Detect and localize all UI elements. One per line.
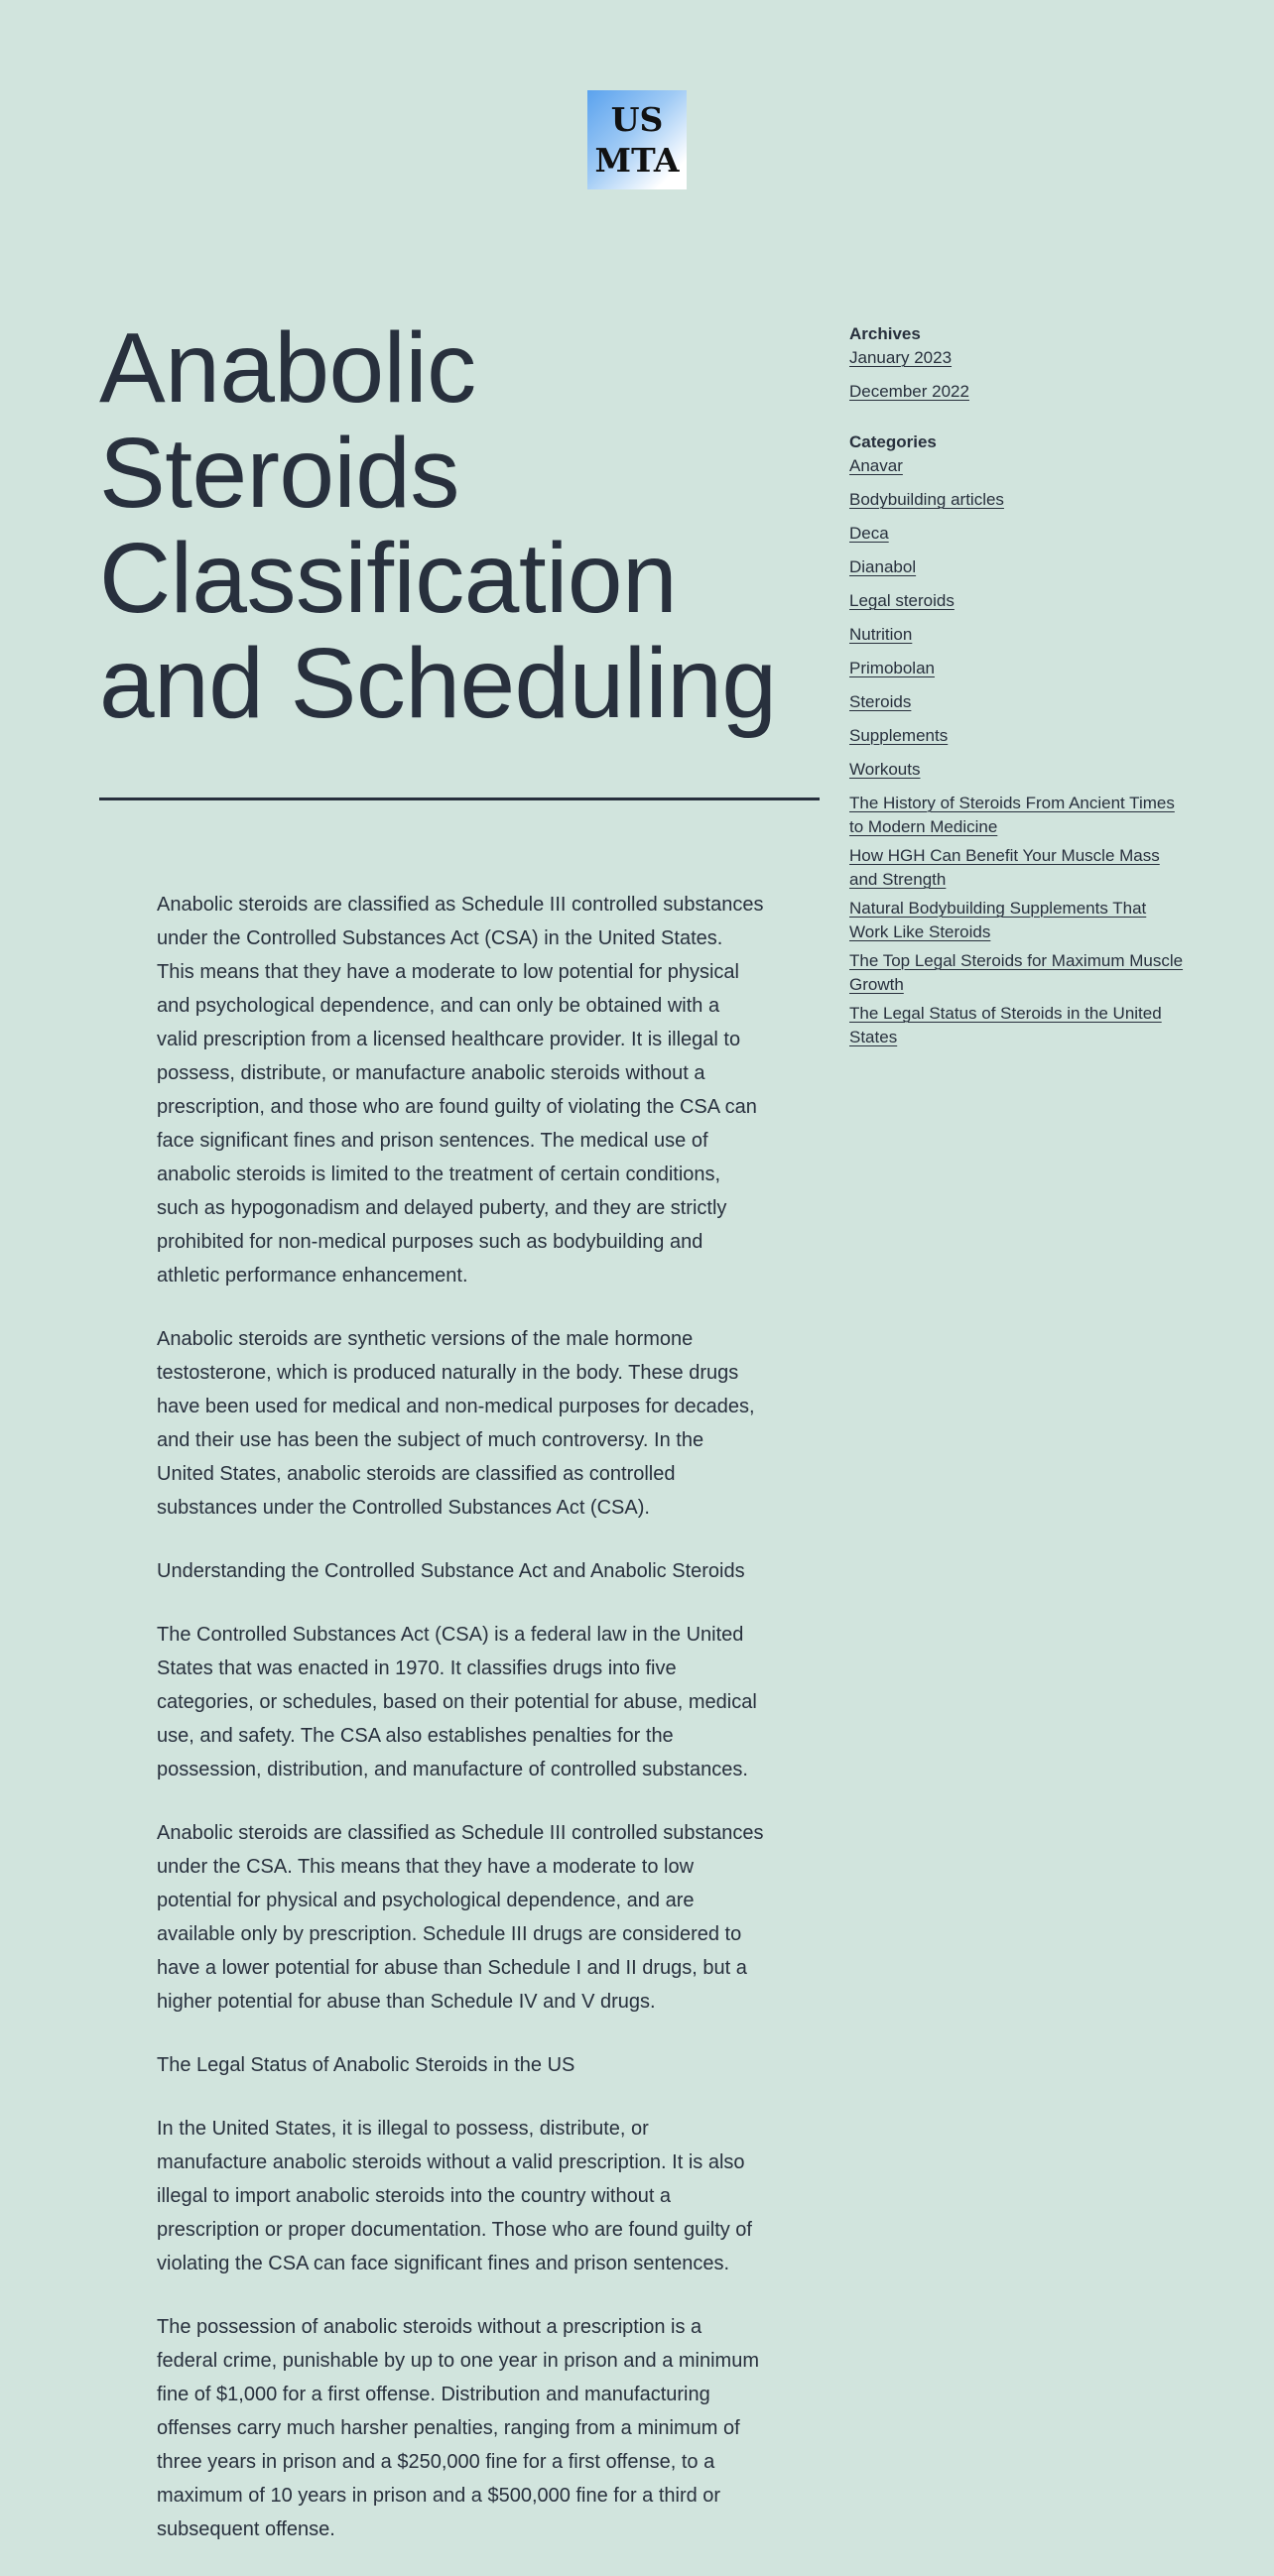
category-link-workouts[interactable]: Workouts [849,760,921,779]
sidebar [849,322,1187,1054]
category-item [849,758,1187,792]
archives-list [849,346,1187,414]
category-link-nutrition[interactable]: Nutrition [849,625,913,644]
category-link-legal-steroids[interactable]: Legal steroids [849,591,955,610]
post-paragraph: Anabolic steroids are synthetic versions of the male hormone testosterone, which is produced naturally in the body. These drugs have been used for medical and non-medical purposes for decades, and their use has been the subject of much controversy. In the United States, anabolic steroids are classified as controlled substances under the Controlled Substances Act (CSA). [157,1328,755,1519]
recent-post-link[interactable]: How HGH Can Benefit Your Muscle Mass and Strength [849,846,1160,889]
category-item [849,522,1187,555]
recent-post-link[interactable]: The Top Legal Steroids for Maximum Muscle Growth [849,951,1184,994]
category-link-bodybuilding-articles[interactable]: Bodybuilding articles [849,490,1004,509]
recent-post-item [849,949,1187,997]
archive-item [849,346,1187,380]
post-body [157,888,764,2546]
category-item [849,454,1187,488]
categories-list [849,454,1187,792]
recent-post-link[interactable]: Natural Bodybuilding Supplements That Work Like Steroids [849,899,1147,941]
category-item [849,488,1187,522]
recent-post-link[interactable]: The Legal Status of Steroids in the United States [849,1004,1162,1046]
section-heading: Understanding the Controlled Substance Act and Anabolic Steroids [157,1560,745,1582]
post-paragraph: Anabolic steroids are classified as Schedule III controlled substances under the Controlled Substances Act (CSA) in the United States. This means that they have a moderate to low potential for physical and psychological dependence, and can only be obtained with a valid prescription from a licensed healthcare provider. It is illegal to possess, distribute, or manufacture anabolic steroids without a prescription, and those who are found guilty of violating the CSA can face significant fines and prison sentences. The medical use of anabolic steroids is limited to the treatment of certain conditions, such as hypogonadism and delayed puberty, and they are strictly prohibited for non-medical purposes such as bodybuilding and athletic performance enhancement. [157,894,764,1287]
recent-post-item [849,1002,1187,1049]
logo-line-2: MTA [594,141,680,180]
archive-item [849,380,1187,414]
post-paragraph: Anabolic steroids are classified as Schedule III controlled substances under the CSA. This means that they have a moderate to low potential for physical and psychological dependence, and are available only by prescription. Schedule III drugs are considered to have a lower potential for abuse than Schedule I and II drugs, but a higher potential for abuse than Schedule IV and V drugs. [157,1822,764,2013]
recent-post-item [849,897,1187,944]
logo-line-1: US [610,100,664,139]
recent-post-link[interactable]: The History of Steroids From Ancient Times to Modern Medicine [849,794,1175,836]
category-link-anavar[interactable]: Anavar [849,456,903,475]
recent-post-item [849,844,1187,892]
post-title: Anabolic Steroids Classification and Scheduling [99,312,777,739]
archives-heading: Archives [849,324,921,343]
category-item [849,690,1187,724]
category-item [849,724,1187,758]
post-paragraph: The possession of anabolic steroids without a prescription is a federal crime, punishable by up to one year in prison and a minimum fine of $1,000 for a first offense. Distribution and manufacturing offenses carry much harsher penalties, ranging from a minimum of three years in prison and a $250,000 fine for a first offense, to a maximum of 10 years in prison and a $500,000 fine for a third or subsequent offense. [157,2316,759,2540]
archive-link-january-2023[interactable]: January 2023 [849,348,953,367]
category-item [849,555,1187,589]
category-item [849,657,1187,690]
category-link-primobolan[interactable]: Primobolan [849,659,935,677]
category-item [849,589,1187,623]
recent-post-item [849,792,1187,839]
categories-heading: Categories [849,432,937,451]
recent-posts-list [849,792,1187,1049]
category-link-dianabol[interactable]: Dianabol [849,557,917,576]
category-link-steroids[interactable]: Steroids [849,692,912,711]
post-paragraph: In the United States, it is illegal to possess, distribute, or manufacture anabolic steroids without a valid prescription. It is also illegal to import anabolic steroids into the country without a prescription or proper documentation. Those who are found guilty of violating the CSA can face significant fines and prison sentences. [157,2118,752,2274]
category-item [849,623,1187,657]
category-link-deca[interactable]: Deca [849,524,889,543]
main-content [99,312,820,2576]
section-heading: The Legal Status of Anabolic Steroids in the US [157,2054,575,2076]
title-divider [99,797,820,800]
category-link-supplements[interactable]: Supplements [849,726,949,745]
site-logo[interactable] [587,90,687,189]
post-paragraph: The Controlled Substances Act (CSA) is a federal law in the United States that was enacted in 1970. It classifies drugs into five categories, or schedules, based on their potential for abuse, medical use, and safety. The CSA also establishes penalties for the possession, distribution, and manufacture of controlled substances. [157,1624,757,1780]
archive-link-december-2022[interactable]: December 2022 [849,382,969,401]
